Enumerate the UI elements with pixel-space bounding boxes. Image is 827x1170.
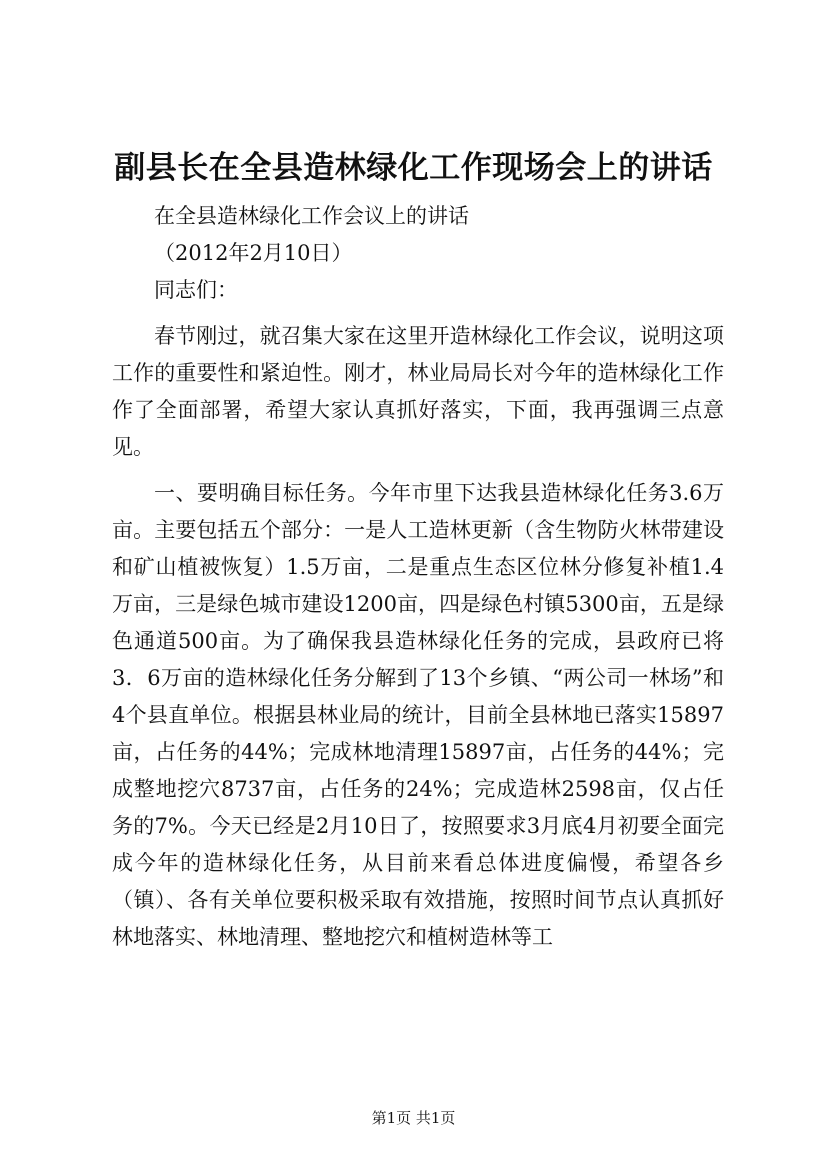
subtitle-paragraph: 在全县造林绿化工作会议上的讲话 [154,204,469,228]
section-one-paragraph: 一、要明确目标任务。今年市里下达我县造林绿化任务3.6万亩。主要包括五个部分：一是人工造林更新（含生物防火林带建设和矿山植被恢复）1.5万亩，二是重点生态区位林分修复补植1.4万亩，三是绿色城市建设1200亩，四是绿色村镇5300亩，五是绿色通道500亩。为了确保我县造林绿化任务的完成，县政府已将3．6万亩的造林绿化任务分解到了13个乡镇、“两公司一林场”和4个县直单位。根据县林业局的统计，目前全县林地已落实15897亩，占任务的44%；完成林地清理15897亩，占任务的44%；完成整地挖穴8737亩，占任务的24%；完成造林2598亩，仅占任务的7%。今天已经是2月10日了，按照要求3月底4月初要全面完成今年的造林绿化任务，从目前来看总体进度偏慢，希望各乡（镇）、各有关单位要积极采取有效措施，按照时间节点认真抓好林地落实、林地清理、整地挖穴和植树造林等工 [112,481,724,949]
salutation-paragraph: 同志们： [154,278,238,302]
document-body [112,198,724,956]
page-footer: 第1页 共1页 [371,1109,456,1127]
date-paragraph: （2012年2月10日） [154,241,353,265]
document-title: 副县长在全县造林绿化工作现场会上的讲话 [114,150,713,186]
intro-paragraph: 春节刚过，就召集大家在这里开造林绿化工作会议，说明这项工作的重要性和紧迫性。刚才，林业局局长对今年的造林绿化工作作了全面部署，希望大家认真抓好落实，下面，我再强调三点意见。 [112,324,724,459]
